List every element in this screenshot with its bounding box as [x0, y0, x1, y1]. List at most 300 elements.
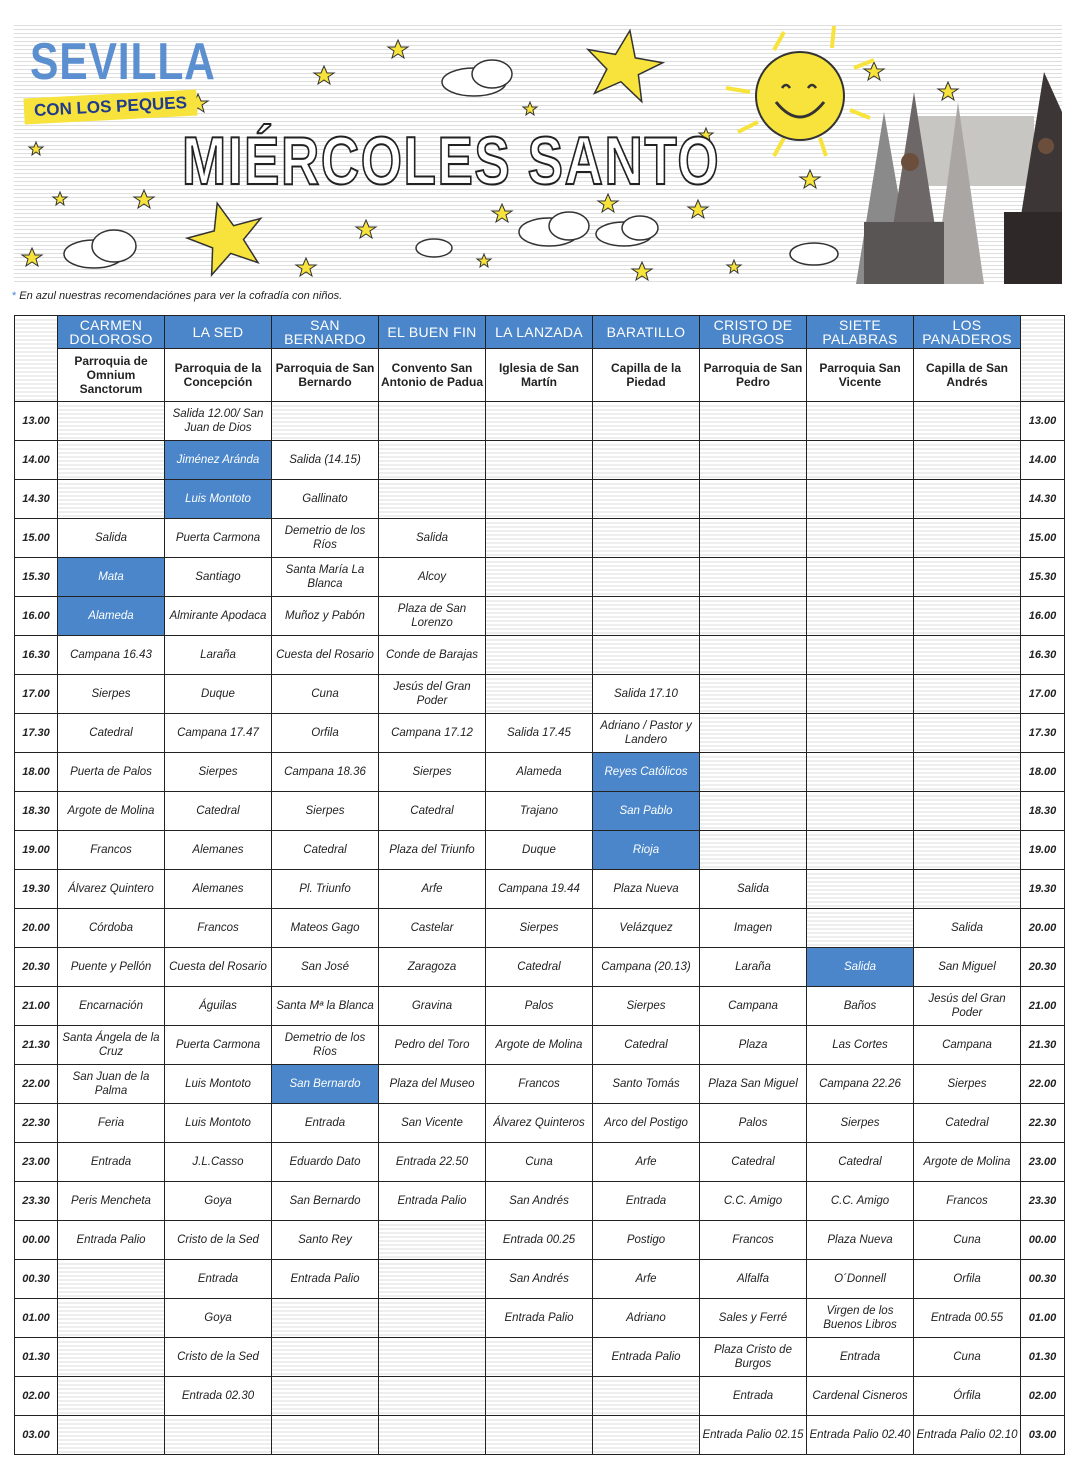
route-cell: Santo Rey	[272, 1221, 379, 1260]
route-cell: Santa Mª la Blanca	[272, 987, 379, 1026]
route-cell: Entrada Palio	[272, 1260, 379, 1299]
empty-cell	[486, 1416, 593, 1455]
empty-cell	[593, 1377, 700, 1416]
route-cell: Eduardo Dato	[272, 1143, 379, 1182]
route-cell: Muñoz y Pabón	[272, 597, 379, 636]
page-title: MIÉRCOLES SANTO	[182, 123, 721, 199]
star-icon	[581, 24, 668, 104]
empty-cell	[486, 636, 593, 675]
empty-cell	[700, 519, 807, 558]
route-cell: Cuna	[486, 1143, 593, 1182]
empty-cell	[486, 519, 593, 558]
column-church: Capilla de la Piedad	[593, 349, 700, 402]
empty-cell	[700, 792, 807, 831]
column-church: Convento San Antonio de Padua	[379, 349, 486, 402]
time-cell: 22.30	[1021, 1104, 1065, 1143]
route-cell: Virgen de los Buenos Libros	[807, 1299, 914, 1338]
table-row	[15, 987, 1065, 1026]
empty-cell	[807, 558, 914, 597]
star-icon	[180, 193, 271, 278]
time-cell: 01.00	[1021, 1299, 1065, 1338]
route-cell: Argote de Molina	[914, 1143, 1021, 1182]
empty-cell	[914, 831, 1021, 870]
empty-cell	[700, 480, 807, 519]
column-header-cofradia: LA SED	[165, 316, 272, 349]
route-cell: Salida 17.10	[593, 675, 700, 714]
empty-cell	[914, 753, 1021, 792]
empty-cell	[914, 675, 1021, 714]
time-cell: 13.00	[1021, 402, 1065, 441]
route-cell: Catedral	[58, 714, 165, 753]
empty-cell	[272, 1338, 379, 1377]
table-row	[15, 948, 1065, 987]
time-cell: 19.00	[15, 831, 58, 870]
route-cell: Salida 17.45	[486, 714, 593, 753]
route-cell: Entrada Palio 02.15	[700, 1416, 807, 1455]
route-cell: Feria	[58, 1104, 165, 1143]
route-cell: San Vicente	[379, 1104, 486, 1143]
route-cell: Puerta de Palos	[58, 753, 165, 792]
route-cell: Puerta Carmona	[165, 1026, 272, 1065]
empty-cell	[700, 558, 807, 597]
table-row	[15, 675, 1065, 714]
time-cell: 14.30	[1021, 480, 1065, 519]
empty-cell	[807, 792, 914, 831]
time-cell: 00.30	[1021, 1260, 1065, 1299]
recommended-cell: Alameda	[58, 597, 165, 636]
route-cell: San Miguel	[914, 948, 1021, 987]
route-cell: Arco del Postigo	[593, 1104, 700, 1143]
route-cell: San Andrés	[486, 1260, 593, 1299]
column-header-cofradia: LA LANZADA	[486, 316, 593, 349]
route-cell: Almirante Apodaca	[165, 597, 272, 636]
column-header-cofradia: SAN BERNARDO	[272, 316, 379, 349]
header-banner	[14, 22, 1062, 284]
route-cell: Las Cortes	[807, 1026, 914, 1065]
route-cell: Álvarez Quinteros	[486, 1104, 593, 1143]
empty-cell	[914, 402, 1021, 441]
table-row	[15, 1377, 1065, 1416]
route-cell: C.C. Amigo	[807, 1182, 914, 1221]
empty-cell	[58, 1338, 165, 1377]
empty-cell	[593, 1416, 700, 1455]
table-row	[15, 597, 1065, 636]
table-row	[15, 402, 1065, 441]
route-cell: Entrada Palio 02.10	[914, 1416, 1021, 1455]
table-row	[15, 1338, 1065, 1377]
empty-cell	[807, 909, 914, 948]
time-cell: 16.30	[15, 636, 58, 675]
time-cell: 01.30	[15, 1338, 58, 1377]
empty-cell	[807, 519, 914, 558]
route-cell: San José	[272, 948, 379, 987]
route-cell: Plaza del Triunfo	[379, 831, 486, 870]
time-cell: 19.00	[1021, 831, 1065, 870]
route-cell: Alemanes	[165, 870, 272, 909]
empty-cell	[807, 636, 914, 675]
route-cell: San Bernardo	[272, 1182, 379, 1221]
empty-cell	[486, 597, 593, 636]
table-row	[15, 441, 1065, 480]
empty-cell	[807, 597, 914, 636]
route-cell: Sales y Ferré	[700, 1299, 807, 1338]
route-cell: Demetrio de los Ríos	[272, 1026, 379, 1065]
route-cell: Cristo de la Sed	[165, 1338, 272, 1377]
empty-cell	[914, 714, 1021, 753]
time-cell: 18.30	[1021, 792, 1065, 831]
empty-cell	[272, 1299, 379, 1338]
empty-cell	[700, 597, 807, 636]
route-cell: Peris Mencheta	[58, 1182, 165, 1221]
time-cell: 19.30	[15, 870, 58, 909]
empty-cell	[58, 1260, 165, 1299]
time-cell: 23.00	[1021, 1143, 1065, 1182]
route-cell: Campana 16.43	[58, 636, 165, 675]
route-cell: Baños	[807, 987, 914, 1026]
column-header-cofradia: BARATILLO	[593, 316, 700, 349]
route-cell: Velázquez	[593, 909, 700, 948]
route-cell: Jesús del Gran Poder	[914, 987, 1021, 1026]
route-cell: Entrada Palio	[486, 1299, 593, 1338]
route-cell: Órfila	[914, 1377, 1021, 1416]
table-row	[15, 792, 1065, 831]
nazarenos-illustration	[856, 72, 1062, 284]
column-church: Parroquia de Omnium Sanctorum	[58, 349, 165, 402]
column-church: Capilla de San Andrés	[914, 349, 1021, 402]
route-cell: Arfe	[593, 1260, 700, 1299]
route-cell: Puente y Pellón	[58, 948, 165, 987]
route-cell: Plaza San Miguel	[700, 1065, 807, 1104]
legend-note	[12, 290, 342, 302]
empty-cell	[807, 831, 914, 870]
route-cell: Luis Montoto	[165, 1065, 272, 1104]
route-cell: J.L.Casso	[165, 1143, 272, 1182]
empty-cell	[379, 1338, 486, 1377]
route-cell: Campana 19.44	[486, 870, 593, 909]
route-cell: Catedral	[379, 792, 486, 831]
time-cell: 00.00	[15, 1221, 58, 1260]
empty-cell	[272, 1377, 379, 1416]
empty-cell	[593, 441, 700, 480]
legend-asterisk: *	[12, 290, 17, 302]
empty-cell	[700, 714, 807, 753]
table-row	[15, 870, 1065, 909]
column-header-cofradia: CRISTO DE BURGOS	[700, 316, 807, 349]
empty-cell	[700, 675, 807, 714]
route-cell: Entrada 22.50	[379, 1143, 486, 1182]
route-cell: Santo Tomás	[593, 1065, 700, 1104]
route-cell: Campana (20.13)	[593, 948, 700, 987]
route-cell: Plaza Nueva	[807, 1221, 914, 1260]
route-cell: Plaza Cristo de Burgos	[700, 1338, 807, 1377]
route-cell: Plaza Nueva	[593, 870, 700, 909]
route-cell: Santa Ángela de la Cruz	[58, 1026, 165, 1065]
time-cell: 01.30	[1021, 1338, 1065, 1377]
route-cell: Francos	[165, 909, 272, 948]
time-cell: 18.30	[15, 792, 58, 831]
route-cell: Entrada	[58, 1143, 165, 1182]
empty-cell	[593, 402, 700, 441]
route-cell: Cardenal Cisneros	[807, 1377, 914, 1416]
corner-cell	[15, 316, 58, 402]
table-row	[15, 1260, 1065, 1299]
route-cell: Campana	[700, 987, 807, 1026]
time-cell: 21.30	[15, 1026, 58, 1065]
route-cell: Santiago	[165, 558, 272, 597]
recommended-cell: Luis Montoto	[165, 480, 272, 519]
table-row	[15, 753, 1065, 792]
route-cell: Sierpes	[58, 675, 165, 714]
route-cell: Pl. Triunfo	[272, 870, 379, 909]
table-row	[15, 1299, 1065, 1338]
time-cell: 03.00	[1021, 1416, 1065, 1455]
route-cell: Entrada 02.30	[165, 1377, 272, 1416]
route-cell: Salida	[58, 519, 165, 558]
table-row	[15, 1182, 1065, 1221]
route-cell: Demetrio de los Ríos	[272, 519, 379, 558]
route-cell: Salida	[700, 870, 807, 909]
route-cell: Argote de Molina	[486, 1026, 593, 1065]
route-cell: Salida 12.00/ San Juan de Dios	[165, 402, 272, 441]
time-cell: 15.00	[1021, 519, 1065, 558]
time-cell: 14.00	[1021, 441, 1065, 480]
route-cell: Entrada	[593, 1182, 700, 1221]
sun-icon	[726, 26, 874, 156]
route-cell: Catedral	[593, 1026, 700, 1065]
route-cell: Palos	[700, 1104, 807, 1143]
route-cell: San Juan de la Palma	[58, 1065, 165, 1104]
route-cell: Francos	[700, 1221, 807, 1260]
route-cell: Cristo de la Sed	[165, 1221, 272, 1260]
route-cell: Catedral	[807, 1143, 914, 1182]
empty-cell	[58, 1377, 165, 1416]
table-row	[15, 1416, 1065, 1455]
time-cell: 20.30	[1021, 948, 1065, 987]
table-row	[15, 1065, 1065, 1104]
route-cell: Cuesta del Rosario	[165, 948, 272, 987]
route-cell: San Andrés	[486, 1182, 593, 1221]
route-cell: Sierpes	[272, 792, 379, 831]
empty-cell	[486, 558, 593, 597]
time-cell: 21.30	[1021, 1026, 1065, 1065]
route-cell: Campana 18.36	[272, 753, 379, 792]
empty-cell	[272, 402, 379, 441]
empty-cell	[700, 402, 807, 441]
time-cell: 15.30	[1021, 558, 1065, 597]
empty-cell	[486, 1377, 593, 1416]
empty-cell	[593, 480, 700, 519]
empty-cell	[807, 753, 914, 792]
route-cell: Jesús del Gran Poder	[379, 675, 486, 714]
logo-sevilla: SEVILLA	[30, 33, 216, 91]
time-cell: 03.00	[15, 1416, 58, 1455]
route-cell: Sierpes	[914, 1065, 1021, 1104]
route-cell: Salida	[379, 519, 486, 558]
table-row	[15, 636, 1065, 675]
time-cell: 20.00	[1021, 909, 1065, 948]
empty-cell	[593, 636, 700, 675]
time-cell: 17.00	[15, 675, 58, 714]
empty-cell	[807, 402, 914, 441]
recommended-cell: Jiménez Aránda	[165, 441, 272, 480]
route-cell: Catedral	[486, 948, 593, 987]
time-cell: 23.30	[1021, 1182, 1065, 1221]
time-cell: 16.00	[15, 597, 58, 636]
route-cell: Cuna	[272, 675, 379, 714]
route-cell: Sierpes	[807, 1104, 914, 1143]
empty-cell	[379, 1260, 486, 1299]
empty-cell	[379, 480, 486, 519]
empty-cell	[914, 636, 1021, 675]
route-cell: Entrada	[272, 1104, 379, 1143]
route-cell: Encarnación	[58, 987, 165, 1026]
route-cell: Imagen	[700, 909, 807, 948]
route-cell: Alfalfa	[700, 1260, 807, 1299]
route-cell: Entrada	[700, 1377, 807, 1416]
route-cell: Salida (14.15)	[272, 441, 379, 480]
route-cell: Catedral	[914, 1104, 1021, 1143]
empty-cell	[486, 441, 593, 480]
empty-cell	[486, 675, 593, 714]
route-cell: Catedral	[165, 792, 272, 831]
empty-cell	[58, 402, 165, 441]
empty-cell	[593, 597, 700, 636]
empty-cell	[593, 558, 700, 597]
time-cell: 21.00	[15, 987, 58, 1026]
route-cell: Plaza del Museo	[379, 1065, 486, 1104]
route-cell: Duque	[486, 831, 593, 870]
route-cell: Orfila	[914, 1260, 1021, 1299]
time-cell: 13.00	[15, 402, 58, 441]
route-cell: Cuesta del Rosario	[272, 636, 379, 675]
time-cell: 20.00	[15, 909, 58, 948]
time-cell: 17.30	[1021, 714, 1065, 753]
time-cell: 00.30	[15, 1260, 58, 1299]
empty-cell	[700, 753, 807, 792]
route-cell: Entrada 00.25	[486, 1221, 593, 1260]
empty-cell	[486, 1338, 593, 1377]
time-cell: 22.00	[1021, 1065, 1065, 1104]
column-church: Iglesia de San Martín	[486, 349, 593, 402]
time-cell: 17.30	[15, 714, 58, 753]
route-cell: Luis Montoto	[165, 1104, 272, 1143]
time-cell: 23.30	[15, 1182, 58, 1221]
empty-cell	[700, 831, 807, 870]
time-cell: 16.30	[1021, 636, 1065, 675]
time-cell: 22.00	[15, 1065, 58, 1104]
route-cell: Arfe	[379, 870, 486, 909]
empty-cell	[914, 597, 1021, 636]
table-row	[15, 909, 1065, 948]
route-cell: O´Donnell	[807, 1260, 914, 1299]
time-cell: 18.00	[1021, 753, 1065, 792]
empty-cell	[58, 1299, 165, 1338]
route-cell: Entrada Palio	[593, 1338, 700, 1377]
route-cell: Campana 17.47	[165, 714, 272, 753]
empty-cell	[807, 675, 914, 714]
empty-cell	[58, 480, 165, 519]
route-cell: Plaza	[700, 1026, 807, 1065]
empty-cell	[379, 1416, 486, 1455]
legend-text: En azul nuestras recomendaciónes para ver la cofradía con niños.	[19, 290, 343, 302]
route-cell: Entrada 00.55	[914, 1299, 1021, 1338]
route-cell: Adriano	[593, 1299, 700, 1338]
empty-cell	[58, 1416, 165, 1455]
time-cell: 02.00	[15, 1377, 58, 1416]
table-row	[15, 831, 1065, 870]
route-cell: Catedral	[272, 831, 379, 870]
empty-cell	[700, 636, 807, 675]
time-cell: 21.00	[1021, 987, 1065, 1026]
route-cell: Castelar	[379, 909, 486, 948]
empty-cell	[914, 441, 1021, 480]
route-cell: Gravina	[379, 987, 486, 1026]
time-cell: 01.00	[15, 1299, 58, 1338]
route-cell: Goya	[165, 1182, 272, 1221]
route-cell: Alcoy	[379, 558, 486, 597]
recommended-cell: Salida	[807, 948, 914, 987]
route-cell: Águilas	[165, 987, 272, 1026]
time-cell: 20.30	[15, 948, 58, 987]
route-cell: Laraña	[165, 636, 272, 675]
route-cell: Sierpes	[165, 753, 272, 792]
time-cell: 23.00	[15, 1143, 58, 1182]
time-cell: 14.30	[15, 480, 58, 519]
column-church: Parroquia San Vicente	[807, 349, 914, 402]
empty-cell	[700, 441, 807, 480]
empty-cell	[807, 480, 914, 519]
recommended-cell: San Pablo	[593, 792, 700, 831]
column-header-cofradia: EL BUEN FIN	[379, 316, 486, 349]
empty-cell	[807, 441, 914, 480]
time-cell: 02.00	[1021, 1377, 1065, 1416]
route-cell: Zaragoza	[379, 948, 486, 987]
empty-cell	[914, 519, 1021, 558]
empty-cell	[58, 441, 165, 480]
logo-con-los-peques: CON LOS PEQUES	[23, 89, 197, 124]
empty-cell	[272, 1416, 379, 1455]
route-cell: Plaza de San Lorenzo	[379, 597, 486, 636]
route-cell: Campana	[914, 1026, 1021, 1065]
route-cell: Alemanes	[165, 831, 272, 870]
route-cell: Alameda	[486, 753, 593, 792]
route-cell: Arfe	[593, 1143, 700, 1182]
route-cell: Salida	[914, 909, 1021, 948]
table-row	[15, 714, 1065, 753]
column-header-cofradia: LOS PANADEROS	[914, 316, 1021, 349]
route-cell: Campana 17.12	[379, 714, 486, 753]
table-row	[15, 1143, 1065, 1182]
table-row	[15, 1026, 1065, 1065]
route-cell: Entrada	[165, 1260, 272, 1299]
empty-cell	[486, 402, 593, 441]
column-church: Parroquia de la Concepción	[165, 349, 272, 402]
table-row	[15, 1221, 1065, 1260]
table-row	[15, 1104, 1065, 1143]
route-cell: Conde de Barajas	[379, 636, 486, 675]
empty-cell	[914, 870, 1021, 909]
empty-cell	[914, 558, 1021, 597]
route-cell: Goya	[165, 1299, 272, 1338]
route-cell: Entrada	[807, 1338, 914, 1377]
route-cell: Francos	[58, 831, 165, 870]
table-row	[15, 480, 1065, 519]
route-cell: Santa María La Blanca	[272, 558, 379, 597]
route-cell: Laraña	[700, 948, 807, 987]
empty-cell	[379, 1221, 486, 1260]
column-church: Parroquia de San Pedro	[700, 349, 807, 402]
recommended-cell: Rioja	[593, 831, 700, 870]
